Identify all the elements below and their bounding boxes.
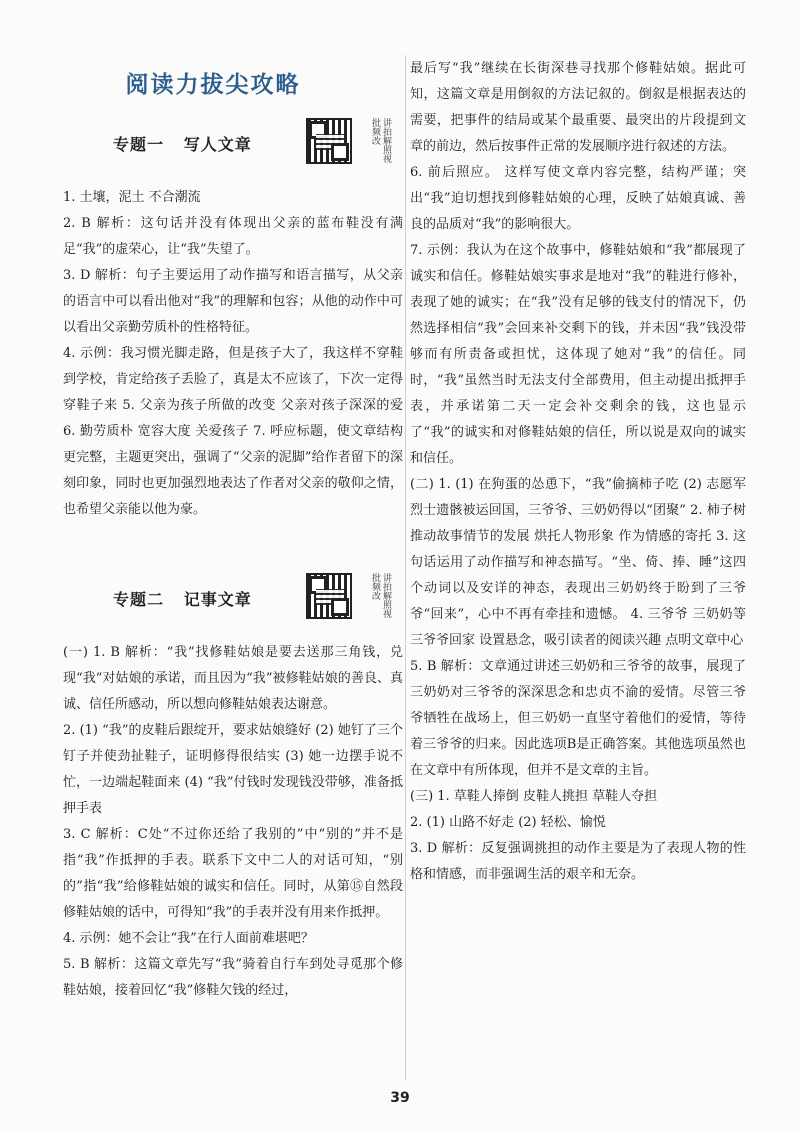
answer-item: 4. 示例：她不会让“我”在行人面前难堪吧？ (63, 931, 314, 946)
answer-item: (一) 1. B 解析：“我”找修鞋姑娘是要去送那三角钱，兑现“我”对姑娘的承诺，而且因为“我”被修鞋姑娘的善良、真诚、信任所感动，所以想向修鞋姑娘表达谢意。 (63, 645, 403, 712)
answer-item: 3. D 解析：反复强调挑担的动作主要是为了表现人物的性格和情感，而非强调生活的艰辛和无奈。 (410, 841, 746, 882)
answer-item: 最后写“我”继续在长街深巷寻找那个修鞋姑娘。据此可知，这篇文章是用倒叙的方法记叙的。倒叙是根据表达的需要，把事件的结局或某个最重要、最突出的片段提到文章的前边，然后按事件正常的发展顺序进行叙述的方法。 (410, 61, 746, 154)
column-divider (405, 55, 406, 1080)
answer-item: (三) 1. 草鞋人捧倒 皮鞋人挑担 草鞋人夺担 (410, 789, 658, 804)
answers-block-2 (63, 640, 403, 1004)
answer-item: 1. 土壤，泥土 不合潮流 (63, 190, 201, 205)
answer-item: (二) 1. (1) 在狗蛋的怂恿下，“我”偷摘柿子吃 (2) 志愿军烈士遗骸被运回国，三爷爷、三奶奶得以“团聚” 2. 柿子树 推动故事情节的发展 烘托人物形象 作为情感的寄托 3. 这句话运用了动作描写和神态描写。“坐、倚、捧、睡”这四个动词以及安详的神态，表现出三奶奶终于盼到了三爷爷“回来”，心中不再有牵挂和遗憾。 4. 三爷爷 三奶奶等三爷爷回家 设置悬念，吸引读者的阅读兴趣 点明文章中心 (410, 477, 746, 648)
page-title: 阅读力拔尖攻略 (125, 72, 301, 98)
section-title: 专题二 记事文章 (113, 590, 252, 609)
section-head-1 (63, 118, 403, 168)
section-title: 专题一 写人文章 (113, 135, 252, 154)
answer-item: 3. D 解析：句子主要运用了动作描写和语言描写，从父亲的语言中可以看出他对“我”的理解和包容；从他的动作中可以看出父亲勤劳质朴的性格特征。 (63, 268, 403, 335)
page-number: 39 (390, 1090, 410, 1106)
answer-item: 5. B 解析：文章通过讲述三奶奶和三爷爷的故事，展现了三奶奶对三爷爷的深深思念和忠贞不渝的爱情。尽管三爷爷牺牲在战场上，但三奶奶一直坚守着他们的爱情，等待着三爷爷的归来。因此选项B是正确答案。其他选项虽然也在文章中有所体现，但并不是文章的主旨。 (410, 659, 746, 778)
answer-item: 3. C 解析：C处“不过你还给了我别的”中“别的”并不是指“我”作抵押的手表。联系下文中二人的对话可知，“别的”指“我”给修鞋姑娘的诚实和信任。同时，从第⑮自然段修鞋姑娘的话中，可得知“我”的手表并没有用来作抵押。 (63, 827, 403, 920)
answers-block-1 (63, 185, 403, 523)
section-head-2 (63, 573, 403, 623)
answer-item: 5. B 解析：这篇文章先写“我”骑着自行车到处寻觅那个修鞋姑娘，接着回忆“我”修鞋欠钱的经过， (63, 957, 403, 998)
answer-item: 6. 前后照应。 这样写使文章内容完整，结构严谨；突出“我”迫切想找到修鞋姑娘的心理，反映了姑娘真诚、善良的品质对“我”的影响很大。 (410, 165, 746, 232)
qr-label: 讲拍解照视批频改 (370, 118, 391, 163)
qr-code-icon[interactable] (306, 573, 352, 619)
answer-item: 2. B 解析：这句话并没有体现出父亲的蓝布鞋没有满足“我”的虚荣心，让“我”失望了。 (63, 216, 403, 257)
answer-item: 7. 示例：我认为在这个故事中，修鞋姑娘和“我”都展现了诚实和信任。修鞋姑娘实事求是地对“我”的鞋进行修补，表现了她的诚实；在“我”没有足够的钱支付的情况下，仍然选择相信“我”会回来补交剩下的钱，并未因“我”钱没带够而有所责备或担忧，这体现了她对“我”的信任。同时，“我”虽然当时无法支付全部费用，但主动提出抵押手表，并承诺第二天一定会补交剩余的钱，这也显示了“我”的诚实和对修鞋姑娘的信任，所以说是双向的诚实和信任。 (410, 243, 746, 466)
answers-block-3 (410, 56, 746, 888)
answer-item: 4. 示例：我习惯光脚走路，但是孩子大了，我这样不穿鞋到学校，肯定给孩子丢脸了，真是太不应该了，下次一定得穿鞋子来 5. 父亲为孩子所做的改变 父亲对孩子深深的爱 6. 勤劳质朴 宽容大度 关爱孩子 7. 呼应标题，使文章结构更完整，主题更突出，强调了“父亲的泥脚”给作者留下的深刻印象，同时也更加强烈地表达了作者对父亲的敬仰之情，也希望父亲能以他为豪。 (63, 346, 403, 517)
answer-item: 2. (1) “我”的皮鞋后跟绽开，要求姑娘缝好 (2) 她钉了三个钉子并使劲扯鞋子，证明修得很结实 (3) 她一边摆手说不忙，一边端起鞋面来 (4) “我”付钱时发现钱没带够，准备抵押手表 (63, 723, 403, 816)
qr-label: 讲拍解照视批频改 (370, 573, 391, 618)
qr-code-icon[interactable] (306, 118, 352, 164)
answer-item: 2. (1) 山路不好走 (2) 轻松、愉悦 (410, 815, 606, 830)
